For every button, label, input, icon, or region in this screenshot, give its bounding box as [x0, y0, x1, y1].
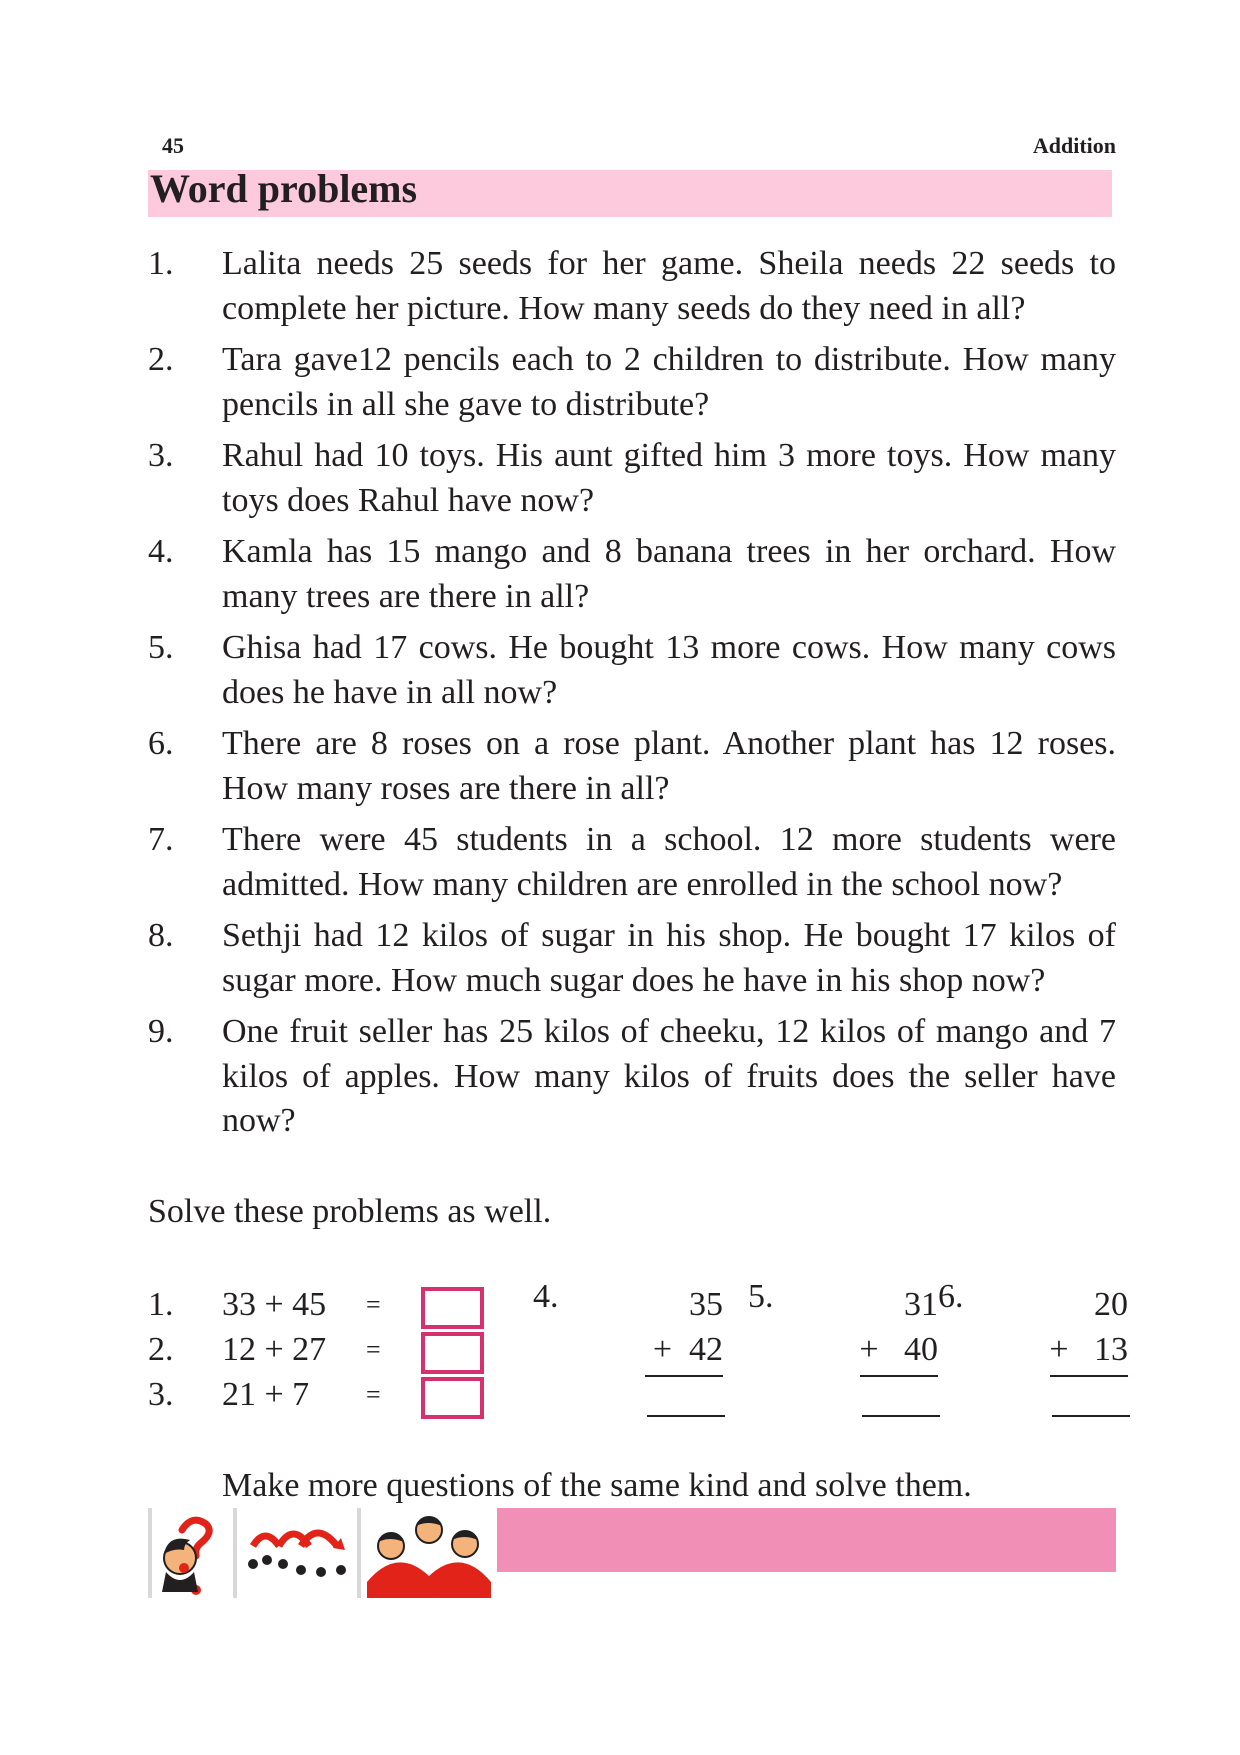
word-problem [148, 626, 1116, 715]
problem-number: 5. [148, 629, 174, 666]
children-group-icon [357, 1508, 497, 1598]
equation-number: 2. [148, 1331, 174, 1368]
equals-sign: = [366, 1380, 381, 1409]
answer-line[interactable] [647, 1415, 725, 1417]
equation-expression: 12 + 27 [222, 1331, 327, 1368]
chapter-title: Addition [1032, 133, 1116, 158]
word-problem [148, 434, 1116, 523]
word-problem [148, 242, 1116, 331]
equation-expression: 33 + 45 [222, 1286, 327, 1323]
closing-instruction: Make more questions of the same kind and solve them. [222, 1467, 972, 1504]
problem-text: Ghisa had 17 cows. He bought 13 more cows. How many cows does he have in all now? [222, 629, 1116, 711]
sum-line [860, 1375, 938, 1377]
problem-number: 8. [148, 917, 174, 954]
problem-text: There were 45 students in a school. 12 more students were admitted. How many children are enrolled in the school now? [222, 821, 1116, 903]
word-problem [148, 338, 1116, 427]
problem-text: One fruit seller has 25 kilos of cheeku, 12 kilos of mango and 7 kilos of apples. How many kilos of fruits does the seller have now? [222, 1013, 1116, 1139]
problem-text: Kamla has 15 mango and 8 banana trees in her orchard. How many trees are there in all? [222, 533, 1116, 615]
section-title: Word problems [150, 166, 418, 211]
equation-number: 3. [148, 1376, 174, 1413]
problem-text: Lalita needs 25 seeds for her game. Sheila needs 22 seeds to complete her picture. How many seeds do they need in all? [222, 245, 1116, 327]
problem-text: Sethji had 12 kilos of sugar in his shop. He bought 17 kilos of sugar more. How much sugar does he have in his shop now? [222, 917, 1116, 999]
word-problem [148, 530, 1116, 619]
column-number: 4. [533, 1278, 559, 1315]
counting-arrows-icon [233, 1508, 359, 1598]
problem-number: 6. [148, 725, 174, 762]
problem-text: There are 8 roses on a rose plant. Another plant has 12 roses. How many roses are there in all? [222, 725, 1116, 807]
problem-number: 2. [148, 341, 174, 378]
problem-number: 9. [148, 1013, 174, 1050]
column-bottom-addend: + 40 [859, 1331, 938, 1368]
column-addition [938, 1275, 1128, 1425]
equation-number: 1. [148, 1286, 174, 1323]
equals-sign: = [366, 1335, 381, 1364]
word-problem-list [148, 242, 1116, 1151]
word-problem [148, 722, 1116, 811]
problem-number: 1. [148, 245, 174, 282]
problem-number: 3. [148, 437, 174, 474]
answer-box[interactable] [421, 1332, 484, 1374]
answer-box[interactable] [421, 1287, 484, 1329]
problem-number: 7. [148, 821, 174, 858]
problem-number: 4. [148, 533, 174, 570]
problem-text: Tara gave12 pencils each to 2 children to distribute. How many pencils in all she gave to distribute? [222, 341, 1116, 423]
column-top-addend: 20 [1094, 1286, 1128, 1323]
equation-expression: 21 + 7 [222, 1376, 310, 1413]
column-bottom-addend: + 13 [1049, 1331, 1128, 1368]
sum-line [1050, 1375, 1128, 1377]
column-addition [533, 1275, 723, 1425]
column-number: 6. [938, 1278, 964, 1315]
column-top-addend: 35 [689, 1286, 723, 1323]
solve-intro: Solve these problems as well. [148, 1193, 552, 1230]
answer-line[interactable] [862, 1415, 940, 1417]
word-problem [148, 1010, 1116, 1144]
sum-line [645, 1375, 723, 1377]
page-number: 45 [162, 133, 184, 158]
thinking-child-icon [148, 1508, 234, 1598]
answer-box[interactable] [421, 1377, 484, 1419]
word-problem [148, 818, 1116, 907]
equals-sign: = [366, 1290, 381, 1319]
column-bottom-addend: + 42 [652, 1331, 723, 1368]
word-problem [148, 914, 1116, 1003]
column-number: 5. [748, 1278, 774, 1315]
answer-line[interactable] [1052, 1415, 1130, 1417]
problem-text: Rahul had 10 toys. His aunt gifted him 3 more toys. How many toys does Rahul have now? [222, 437, 1116, 519]
column-addition [748, 1275, 938, 1425]
column-top-addend: 31 [904, 1286, 938, 1323]
